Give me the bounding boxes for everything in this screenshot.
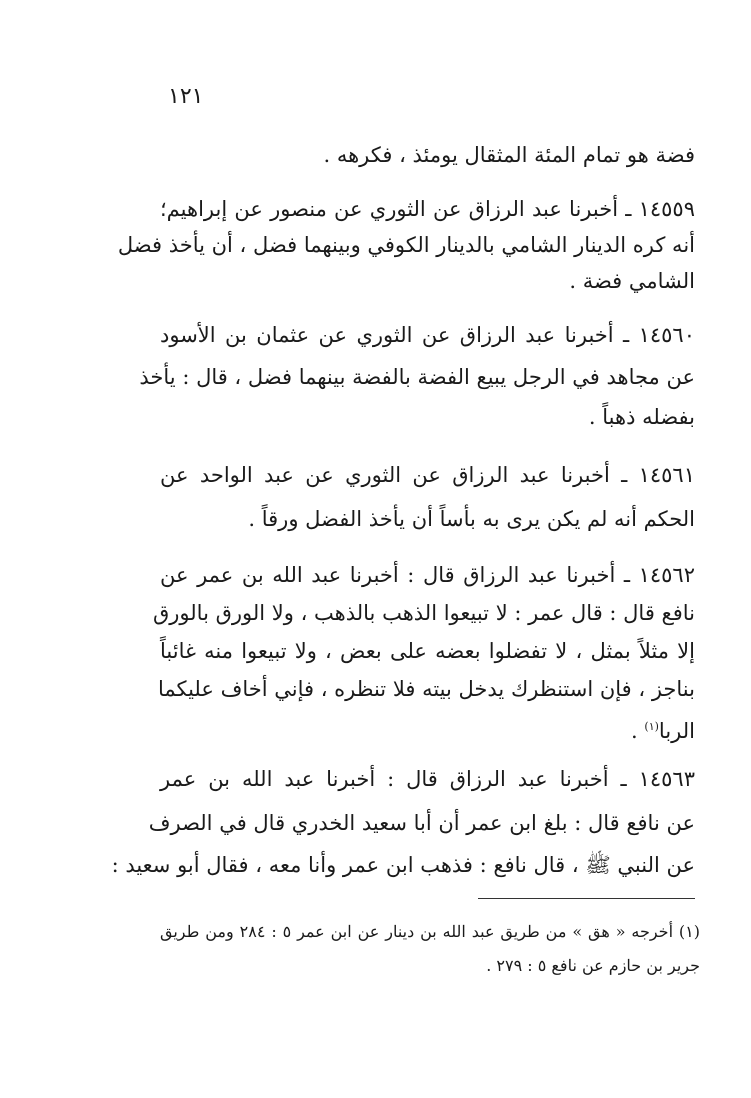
text-line: عن نافع قال : بلغ ابن عمر أن أبا سعيد الخدري قال في الصرف	[148, 811, 695, 835]
hadith-14560-line: ١٤٥٦٠ ـ أخبرنا عبد الرزاق عن الثوري عن عثمان بن الأسود	[160, 323, 695, 347]
footnote-line: (١) أخرجه « هق » من طريق عبد الله بن دينار عن ابن عمر ٥ : ٢٨٤ ومن طريق	[160, 922, 700, 941]
text-line: فضة هو تمام المئة المثقال يومئذ ، فكرهه .	[323, 143, 695, 167]
page-number: ١٢١	[168, 84, 204, 109]
hadith-14561-line: ١٤٥٦١ ـ أخبرنا عبد الرزاق عن الثوري عن عبد الواحد عن	[160, 463, 695, 487]
text-line: أنه كره الدينار الشامي بالدينار الكوفي وبينهما فضل ، أن يأخذ فضل	[117, 233, 695, 257]
text-line: بفضله ذهباً .	[588, 405, 695, 429]
text-line: إلا مثلاً بمثل ، لا تفضلوا بعضه على بعض ، ولا تبيعوا منه غائباً	[160, 639, 695, 663]
text-line: عن مجاهد في الرجل يبيع الفضة بالفضة بينهما فضل ، قال : يأخذ	[139, 365, 695, 389]
text-line-with-footnote-ref	[160, 712, 695, 746]
hadith-14559-line: ١٤٥٥٩ ـ أخبرنا عبد الرزاق عن الثوري عن منصور عن إبراهيم؛	[160, 197, 695, 221]
footnote-reference[interactable]: (١)	[644, 720, 659, 733]
text-line: بناجز ، فإن استنظرك يدخل بيته فلا تنظره ، فإني أخاف عليكما	[157, 677, 695, 701]
text-line: الحكم أنه لم يكن يرى به بأساً أن يأخذ الفضل ورقاً .	[248, 507, 695, 531]
text-fragment: .	[631, 719, 638, 743]
hadith-14563-line: ١٤٥٦٣ ـ أخبرنا عبد الرزاق قال : أخبرنا عبد الله بن عمر	[160, 767, 695, 791]
footnote-line: جرير بن حازم عن نافع ٥ : ٢٧٩ .	[486, 956, 700, 975]
text-line: نافع قال : قال عمر : لا تبيعوا الذهب بالذهب ، ولا الورق بالورق	[153, 601, 695, 625]
text-fragment: الربا	[658, 719, 695, 743]
text-line: عن النبي ﷺ ، قال نافع : فذهب ابن عمر وأنا معه ، فقال أبو سعيد :	[111, 853, 695, 877]
hadith-14562-line: ١٤٥٦٢ ـ أخبرنا عبد الرزاق قال : أخبرنا عبد الله بن عمر عن	[160, 563, 695, 587]
text-line: الشامي فضة .	[569, 269, 695, 293]
footnote-divider	[478, 898, 695, 899]
